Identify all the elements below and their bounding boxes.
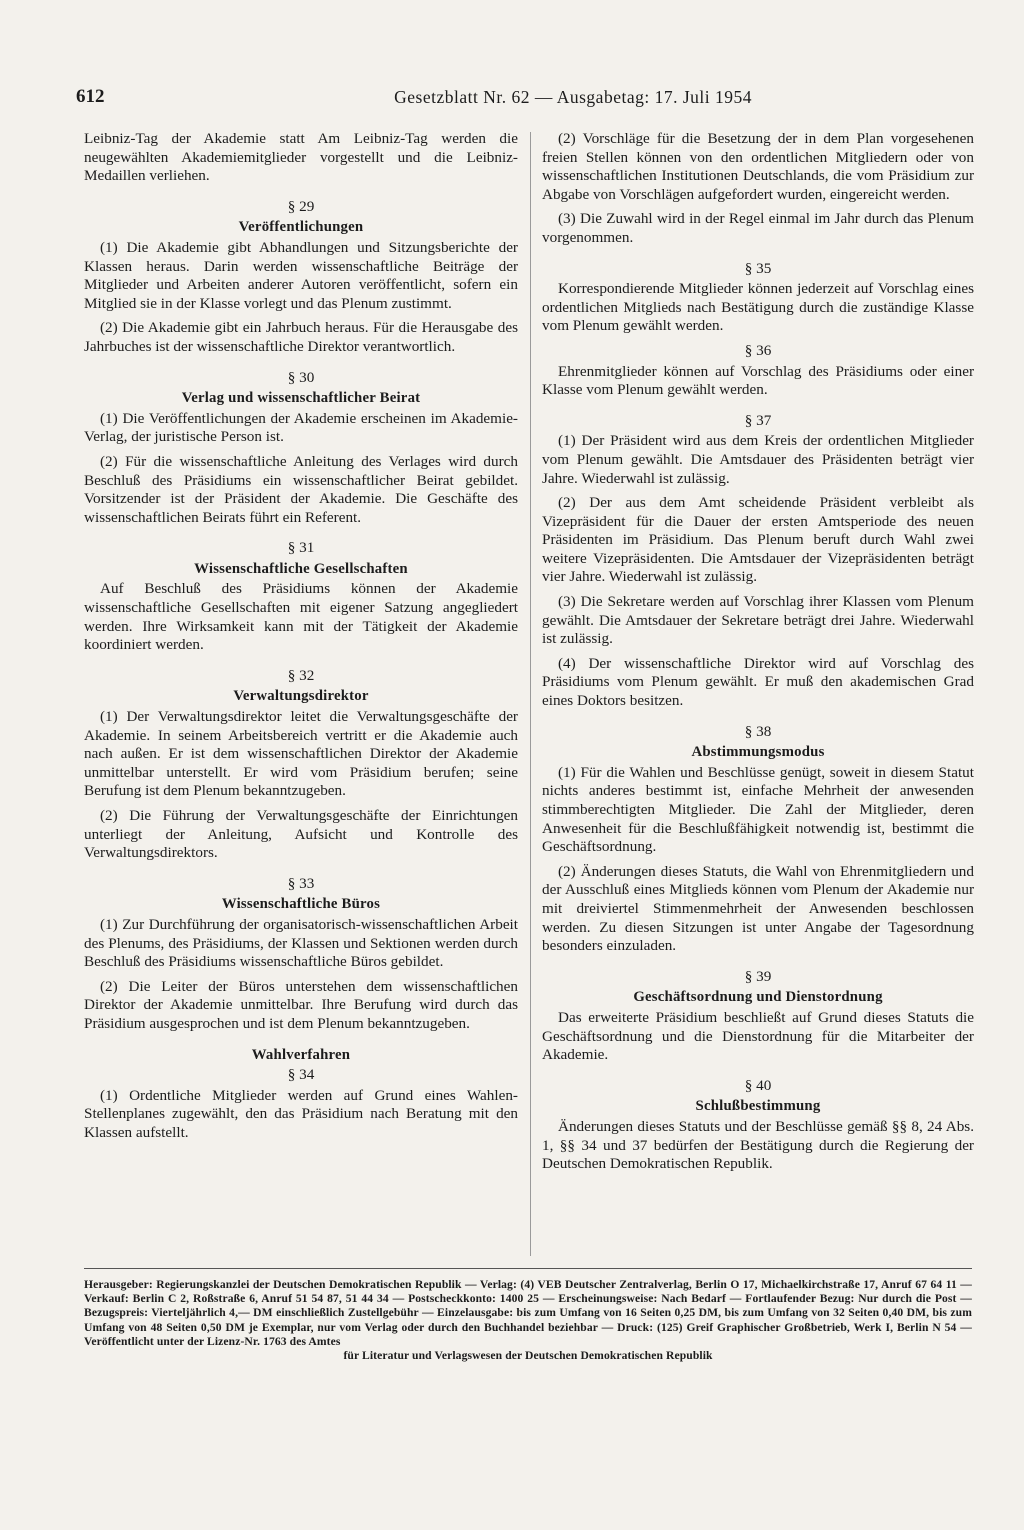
imprint-text: Herausgeber: Regierungskanzlei der Deutschen Demokratischen Republik — Verlag: (4) VEB Deutscher Zentralverlag, Berlin O 17, Michaelkirchstraße 17, Anruf 67 64 11 — Verkauf: Berlin C 2, Roßstraße 6, Anruf 51 54 87, 51 44 34 — Postscheckkonto: 1400 25 — Erscheinungsweise: Nach Bedarf — Fortlaufender Bezug: Nur durch die Post — Bezugspreis: Vierteljährlich 4,— DM einschließlich Zustellgebühr — Einzelausgabe: bis zum Umfang von 16 Seiten 0,25 DM, bis zum Umfang von 32 Seiten 0,40 DM, bis zum Umfang von 48 Seiten 0,50 DM je Exemplar, nur vom Verlag oder durch den Buchhandel beziehbar — Druck: (125) Greif Graphischer Großbetrieb, Werk I, Berlin N 54 — Veröffentlicht unter der Lizenz-Nr. 1763 des Amtes bbox=[84, 1278, 972, 1348]
paragraph: (2) Änderungen dieses Statuts, die Wahl von Ehrenmitgliedern und der Ausschluß eines Mitglieds können vom Plenum der Akademie nur mit dreiviertel Stimmenmehrheit der Anwesenden beschlossen werden. Zu diesen Sitzungen ist unter Angabe der Tagesordnung besonders einzuladen. bbox=[542, 862, 974, 955]
footer-divider bbox=[84, 1268, 972, 1269]
paragraph: (3) Die Zuwahl wird in der Regel einmal im Jahr durch das Plenum vorgenommen. bbox=[542, 210, 974, 246]
section-number: § 40 bbox=[744, 1076, 772, 1094]
section-heading: Veröffentlichungen bbox=[238, 219, 364, 236]
section-heading: Verlag und wissenschaftlicher Beirat bbox=[181, 390, 421, 407]
imprint-last-line: für Literatur und Verlagswesen der Deutschen Demokratischen Republik bbox=[343, 1349, 713, 1363]
section-number: § 33 bbox=[287, 874, 315, 892]
paragraph: (4) Der wissenschaftliche Direktor wird auf Vorschlag des Präsidiums vom Plenum gewählt. Er muß den akademischen Grad eines Doktors besitzen. bbox=[542, 654, 974, 710]
section-heading: Schlußbestimmung bbox=[695, 1098, 821, 1115]
section-number: § 37 bbox=[744, 411, 772, 429]
section-number: § 32 bbox=[287, 666, 315, 684]
paragraph: (1) Der Präsident wird aus dem Kreis der ordentlichen Mitglieder vom Plenum gewählt. Die Amtsdauer des Präsidenten beträgt vier Jahre. Wiederwahl ist zulässig. bbox=[542, 432, 974, 487]
paragraph: (1) Für die Wahlen und Beschlüsse genügt, soweit in diesem Statut nichts anderes bestimmt ist, einfache Mehrheit der anwesenden stimmberechtigten Mitglieder. Die Zahl der Mitglieder, deren Anwesenheit für die Beschlußfähigkeit notwendig ist, bestimmt die Geschäftsordnung. bbox=[542, 763, 974, 856]
section-number: § 35 bbox=[744, 259, 772, 277]
page-header bbox=[76, 86, 752, 112]
section-heading: Verwaltungsdirektor bbox=[233, 688, 369, 705]
paragraph: (2) Die Führung der Verwaltungsgeschäfte der Einrichtungen unterliegt der Anleitung, Aufsicht und Kontrolle des Verwaltungsdirektors. bbox=[84, 807, 518, 862]
section-number: § 36 bbox=[744, 341, 772, 359]
section-heading: Wissenschaftliche Büros bbox=[221, 896, 381, 913]
paragraph: (1) Zur Durchführung der organisatorisch-wissenschaftlichen Arbeit des Plenums, des Präsidiums, der Klassen und Sektionen werden durch Beschluß des Präsidiums wissenschaftliche Büros gebildet. bbox=[84, 915, 518, 971]
page-number: 612 bbox=[76, 86, 105, 107]
section-heading: Abstimmungsmodus bbox=[691, 744, 825, 761]
running-title: Gesetzblatt Nr. 62 — Ausgabetag: 17. Juli 1954 bbox=[394, 87, 752, 107]
column-divider bbox=[530, 132, 531, 1256]
section-number: § 34 bbox=[287, 1066, 315, 1084]
paragraph: Änderungen dieses Statuts und der Beschlüsse gemäß §§ 8, 24 Abs. 1, §§ 34 und 37 bedürfen der Bestätigung durch die Regierung der Deutschen Demokratischen Republik. bbox=[542, 1117, 974, 1173]
paragraph: Das erweiterte Präsidium beschließt auf Grund dieses Statuts die Geschäftsordnung und die Dienstordnung für die Mitarbeiter der Akademie. bbox=[542, 1008, 974, 1064]
section-number: § 38 bbox=[744, 722, 772, 740]
paragraph: (1) Der Verwaltungsdirektor leitet die Verwaltungsgeschäfte der Akademie. In seinem Arbeitsbereich vertritt er die Akademie auch nach außen. Er ist dem wissenschaftlichen Direktor der Akademie unmittelbar unterstellt. Er wird vom Präsidium berufen; seine Berufung ist dem Plenum bekanntzugeben. bbox=[84, 708, 518, 800]
left-column bbox=[84, 130, 518, 1149]
section-heading: Geschäftsordnung und Dienstordnung bbox=[633, 989, 883, 1006]
section-heading: Wissenschaftliche Gesellschaften bbox=[194, 560, 408, 577]
paragraph: Ehrenmitglieder können auf Vorschlag des Präsidiums oder einer Klasse vom Plenum gewählt werden. bbox=[542, 362, 974, 399]
section-number: § 39 bbox=[744, 967, 772, 985]
paragraph: Auf Beschluß des Präsidiums können der Akademie wissenschaftliche Gesellschaften mit eigener Satzung angegliedert werden. Ihre Wirksamkeit kann mit der Tätigkeit der Akademie koordiniert werden. bbox=[84, 580, 518, 654]
paragraph: (2) Für die wissenschaftliche Anleitung des Verlages wird durch Beschluß des Präsidiums ein wissenschaftlicher Beirat gebildet. Vorsitzender ist der Präsident der Akademie. Die Geschäfte des wissenschaftlichen Beirats führt ein Referent. bbox=[84, 452, 518, 526]
paragraph: (3) Die Sekretare werden auf Vorschlag ihrer Klassen vom Plenum gewählt. Die Amtsdauer der Sekretare beträgt drei Jahre. Wiederwahl ist zulässig. bbox=[542, 593, 974, 648]
section-number: § 29 bbox=[287, 197, 315, 215]
paragraph: (2) Vorschläge für die Besetzung der in dem Plan vorgesehenen freien Stellen können von den ordentlichen Mitgliedern oder von wissenschaftlichen Institutionen Deutschlands, die vom Präsidium zur Abgabe von Vorschlägen aufgefordert wurden, eingereicht werden. bbox=[542, 130, 974, 203]
paragraph: (1) Die Veröffentlichungen der Akademie erscheinen im Akademie-Verlag, der juristische Person ist. bbox=[84, 409, 518, 446]
paragraph: (2) Die Akademie gibt ein Jahrbuch heraus. Für die Herausgabe des Jahrbuches ist der wissenschaftliche Direktor verantwortlich. bbox=[84, 319, 518, 355]
paragraph: (1) Ordentliche Mitglieder werden auf Grund eines Wahlen-Stellenplanes zugewählt, den das Präsidium nach Beratung mit den Klassen aufstellt. bbox=[84, 1086, 518, 1141]
section-heading: Wahlverfahren bbox=[251, 1046, 351, 1063]
right-column bbox=[542, 130, 974, 1180]
paragraph: Leibniz-Tag der Akademie statt Am Leibniz-Tag werden die neugewählten Akademiemitglieder vorgestellt und die Leibniz-Medaillen verliehen. bbox=[84, 130, 518, 185]
section-number: § 31 bbox=[287, 539, 315, 557]
paragraph: (2) Die Leiter der Büros unterstehen dem wissenschaftlichen Direktor der Akademie unmittelbar. Ihre Berufung wird durch das Präsidium ausgesprochen und ist dem Plenum bekanntzugeben. bbox=[84, 977, 518, 1032]
imprint-footer bbox=[84, 1278, 972, 1363]
paragraph: Korrespondierende Mitglieder können jederzeit auf Vorschlag eines ordentlichen Mitglieds nach Bestätigung durch die zuständige Klasse vom Plenum gewählt werden. bbox=[542, 280, 974, 335]
paragraph: (1) Die Akademie gibt Abhandlungen und Sitzungsberichte der Klassen heraus. Darin werden wissenschaftliche Beiträge der Mitglieder und Arbeiten anderer Autoren veröffentlicht, sofern ein Mitglied sie in der Klasse vorlegt und das Plenum zustimmt. bbox=[84, 238, 518, 312]
section-number: § 30 bbox=[287, 368, 315, 386]
paragraph: (2) Der aus dem Amt scheidende Präsident verbleibt als Vizepräsident für die Dauer der ersten Amtsperiode des neuen Präsidenten im Präsidium. Das Plenum beruft durch Wahl zwei weitere Vizepräsidenten. Die Amtsdauer der Vizepräsidenten beträgt vier Jahre. Wiederwahl ist zulässig. bbox=[542, 494, 974, 586]
